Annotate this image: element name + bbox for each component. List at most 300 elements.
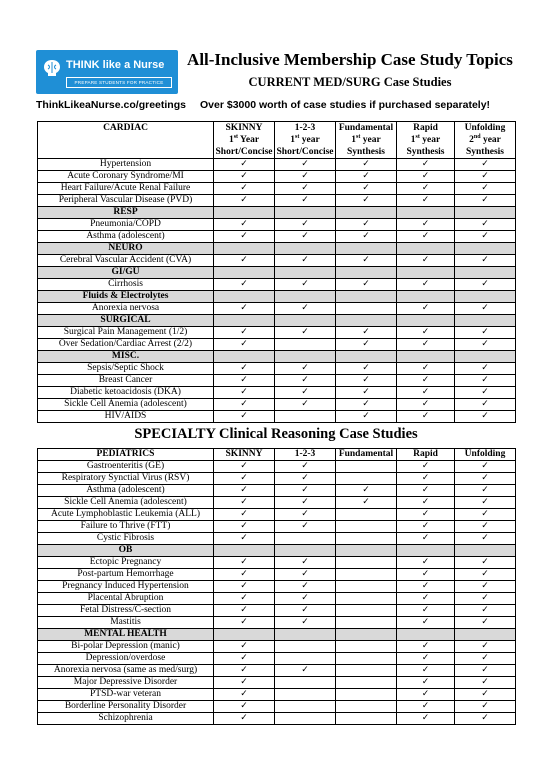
checkmark-icon: ✓ (240, 713, 248, 723)
column-header-line2 (275, 134, 335, 146)
checkmark-cell (455, 231, 516, 243)
checkmark-icon: ✓ (240, 497, 248, 507)
empty-cell (336, 509, 397, 521)
section-label: MISC. (38, 351, 214, 363)
checkmark-icon: ✓ (240, 533, 248, 543)
section-header-row (38, 267, 516, 279)
checkmark-cell (397, 533, 455, 545)
topic-cell: Schizophrenia (38, 713, 214, 725)
column-header: Fundamental (336, 449, 397, 461)
checkmark-cell (455, 485, 516, 497)
section-empty-cell (397, 629, 455, 641)
topic-cell: Diabetic ketoacidosis (DKA) (38, 387, 214, 399)
checkmark-cell (336, 195, 397, 207)
checkmark-cell (214, 339, 275, 351)
checkmark-cell (275, 557, 336, 569)
section-empty-cell (336, 629, 397, 641)
table-row (38, 231, 516, 243)
checkmark-icon: ✓ (240, 701, 248, 711)
section-empty-cell (397, 207, 455, 219)
topic-cell: Major Depressive Disorder (38, 677, 214, 689)
promo-text: Over $3000 worth of case studies if purchased separately! (200, 99, 491, 111)
section-empty-cell (275, 629, 336, 641)
checkmark-icon: ✓ (240, 509, 248, 519)
checkmark-icon: ✓ (240, 387, 248, 397)
checkmark-cell (455, 473, 516, 485)
section-empty-cell (275, 315, 336, 327)
empty-cell (336, 617, 397, 629)
checkmark-cell (214, 183, 275, 195)
table-row (38, 375, 516, 387)
checkmark-cell (455, 171, 516, 183)
logo-tagline: PREPARE STUDENTS FOR PRACTICE (66, 77, 172, 88)
checkmark-icon: ✓ (421, 605, 430, 615)
specialty-section-title: SPECIALTY Clinical Reasoning Case Studies (134, 426, 418, 442)
checkmark-cell (214, 255, 275, 267)
checkmark-cell (455, 581, 516, 593)
section-empty-cell (214, 207, 275, 219)
checkmark-icon: ✓ (481, 231, 489, 241)
checkmark-icon: ✓ (421, 521, 430, 531)
topic-cell: Sickle Cell Anemia (adolescent) (38, 497, 214, 509)
empty-cell (336, 557, 397, 569)
checkmark-cell (455, 255, 516, 267)
checkmark-icon: ✓ (301, 363, 309, 373)
section-empty-cell (336, 351, 397, 363)
column-header-line2 (397, 134, 454, 146)
checkmark-cell (214, 605, 275, 617)
checkmark-icon: ✓ (421, 569, 430, 579)
page-title: All-Inclusive Membership Case Study Topics (187, 50, 513, 69)
checkmark-icon: ✓ (301, 497, 309, 507)
checkmark-cell (275, 387, 336, 399)
column-header-line2 (455, 134, 515, 146)
checkmark-cell (397, 473, 455, 485)
checkmark-icon: ✓ (240, 617, 248, 627)
section-empty-cell (336, 545, 397, 557)
checkmark-icon: ✓ (481, 411, 489, 421)
checkmark-cell (275, 279, 336, 291)
checkmark-icon: ✓ (301, 399, 309, 409)
checkmark-icon: ✓ (481, 581, 489, 591)
checkmark-cell (397, 387, 455, 399)
section-empty-cell (397, 267, 455, 279)
checkmark-cell (397, 641, 455, 653)
empty-cell (336, 581, 397, 593)
checkmark-icon: ✓ (301, 171, 309, 181)
table-row (38, 509, 516, 521)
checkmark-cell (397, 581, 455, 593)
checkmark-cell (336, 255, 397, 267)
table-row (38, 363, 516, 375)
checkmark-cell (397, 485, 455, 497)
empty-cell (336, 533, 397, 545)
checkmark-cell (275, 473, 336, 485)
checkmark-icon: ✓ (421, 255, 430, 265)
checkmark-icon: ✓ (301, 231, 309, 241)
checkmark-icon: ✓ (301, 557, 309, 567)
empty-cell (336, 665, 397, 677)
topic-cell: Sepsis/Septic Shock (38, 363, 214, 375)
checkmark-cell (397, 497, 455, 509)
checkmark-icon: ✓ (240, 521, 248, 531)
checkmark-icon: ✓ (362, 171, 370, 181)
section-empty-cell (336, 243, 397, 255)
checkmark-cell (214, 327, 275, 339)
column-header (336, 122, 397, 159)
checkmark-cell (455, 279, 516, 291)
checkmark-icon: ✓ (421, 701, 430, 711)
checkmark-icon: ✓ (421, 713, 430, 723)
checkmark-cell (214, 533, 275, 545)
checkmark-cell (455, 159, 516, 171)
section-label: Fluids & Electrolytes (38, 291, 214, 303)
checkmark-cell (214, 461, 275, 473)
checkmark-cell (397, 617, 455, 629)
checkmark-cell (214, 497, 275, 509)
topic-cell: Breast Cancer (38, 375, 214, 387)
checkmark-cell (455, 219, 516, 231)
checkmark-icon: ✓ (362, 363, 370, 373)
checkmark-cell (336, 279, 397, 291)
topic-cell: Bi-polar Depression (manic) (38, 641, 214, 653)
checkmark-cell (397, 231, 455, 243)
section-empty-cell (214, 315, 275, 327)
checkmark-cell (275, 497, 336, 509)
section-empty-cell (336, 291, 397, 303)
medsurg-header-row (38, 122, 516, 159)
specialty-header-row (38, 449, 516, 461)
logo-brand-text: THINK like a Nurse (66, 59, 165, 71)
column-header-line3: Short/Concise (276, 147, 334, 157)
checkmark-cell (214, 569, 275, 581)
checkmark-icon: ✓ (301, 255, 309, 265)
section-empty-cell (397, 243, 455, 255)
checkmark-icon: ✓ (421, 557, 430, 567)
section-empty-cell (455, 545, 516, 557)
section-empty-cell (455, 315, 516, 327)
empty-cell (336, 641, 397, 653)
topic-cell: Sickle Cell Anemia (adolescent) (38, 399, 214, 411)
empty-cell (275, 533, 336, 545)
checkmark-icon: ✓ (481, 339, 489, 349)
checkmark-icon: ✓ (481, 375, 489, 385)
checkmark-icon: ✓ (301, 219, 309, 229)
checkmark-cell (275, 521, 336, 533)
checkmark-cell (455, 375, 516, 387)
checkmark-icon: ✓ (240, 339, 248, 349)
checkmark-icon: ✓ (421, 375, 430, 385)
checkmark-cell (397, 279, 455, 291)
section-empty-cell (275, 267, 336, 279)
checkmark-icon: ✓ (240, 411, 248, 421)
checkmark-cell (275, 461, 336, 473)
checkmark-cell (397, 653, 455, 665)
section-empty-cell (275, 545, 336, 557)
checkmark-icon: ✓ (301, 279, 309, 289)
section-empty-cell (275, 291, 336, 303)
checkmark-cell (455, 399, 516, 411)
section-empty-cell (214, 629, 275, 641)
empty-cell (336, 653, 397, 665)
year-number: 1 (290, 135, 296, 145)
column-header-line3: Synthesis (406, 147, 445, 157)
checkmark-cell (214, 303, 275, 315)
year-word: year (299, 135, 320, 145)
checkmark-icon: ✓ (481, 183, 489, 193)
checkmark-cell (397, 171, 455, 183)
table-row (38, 387, 516, 399)
checkmark-cell (275, 159, 336, 171)
checkmark-icon: ✓ (421, 411, 430, 421)
checkmark-icon: ✓ (301, 617, 309, 627)
checkmark-cell (214, 159, 275, 171)
column-header (455, 122, 516, 159)
table-row (38, 339, 516, 351)
section-label: MENTAL HEALTH (38, 629, 214, 641)
checkmark-icon: ✓ (481, 593, 489, 603)
checkmark-cell (397, 701, 455, 713)
checkmark-icon: ✓ (301, 195, 309, 205)
website-link[interactable]: ThinkLikeaNurse.co/greetings (36, 99, 186, 111)
checkmark-cell (214, 279, 275, 291)
checkmark-cell (455, 605, 516, 617)
section-label: GI/GU (38, 267, 214, 279)
checkmark-cell (214, 653, 275, 665)
topic-cell: PTSD-war veteran (38, 689, 214, 701)
checkmark-icon: ✓ (481, 533, 489, 543)
section-empty-cell (455, 351, 516, 363)
checkmark-icon: ✓ (421, 461, 430, 471)
checkmark-cell (455, 569, 516, 581)
table-row (38, 279, 516, 291)
checkmark-icon: ✓ (421, 665, 430, 675)
checkmark-cell (397, 399, 455, 411)
column-header-line1: CARDIAC (103, 123, 148, 133)
topic-cell: Hypertension (38, 159, 214, 171)
checkmark-cell (275, 485, 336, 497)
checkmark-cell (214, 521, 275, 533)
checkmark-cell (455, 653, 516, 665)
checkmark-icon: ✓ (481, 279, 489, 289)
table-row (38, 701, 516, 713)
section-label: RESP (38, 207, 214, 219)
empty-cell (336, 303, 397, 315)
checkmark-icon: ✓ (481, 701, 489, 711)
checkmark-icon: ✓ (362, 195, 370, 205)
checkmark-cell (397, 195, 455, 207)
checkmark-icon: ✓ (362, 375, 370, 385)
checkmark-icon: ✓ (301, 387, 309, 397)
checkmark-cell (397, 183, 455, 195)
checkmark-icon: ✓ (421, 387, 430, 397)
checkmark-icon: ✓ (240, 399, 248, 409)
checkmark-cell (214, 641, 275, 653)
checkmark-cell (336, 375, 397, 387)
checkmark-cell (275, 231, 336, 243)
checkmark-icon: ✓ (240, 303, 248, 313)
checkmark-cell (275, 183, 336, 195)
topic-cell: HIV/AIDS (38, 411, 214, 423)
table-row (38, 485, 516, 497)
checkmark-cell (455, 387, 516, 399)
checkmark-icon: ✓ (362, 255, 370, 265)
topic-cell: Pneumonia/COPD (38, 219, 214, 231)
table-row (38, 665, 516, 677)
checkmark-icon: ✓ (240, 653, 248, 663)
checkmark-icon: ✓ (301, 593, 309, 603)
topic-cell: Fetal Distress/C-section (38, 605, 214, 617)
checkmark-cell (214, 689, 275, 701)
checkmark-cell (397, 339, 455, 351)
checkmark-icon: ✓ (481, 665, 489, 675)
section-empty-cell (275, 243, 336, 255)
checkmark-cell (275, 219, 336, 231)
topic-cell: Failure to Thrive (FTT) (38, 521, 214, 533)
checkmark-cell (214, 219, 275, 231)
checkmark-cell (397, 303, 455, 315)
checkmark-cell (336, 387, 397, 399)
section-header-row (38, 545, 516, 557)
checkmark-icon: ✓ (301, 327, 309, 337)
think-like-a-nurse-logo (36, 50, 178, 94)
checkmark-cell (397, 159, 455, 171)
checkmark-cell (275, 303, 336, 315)
checkmark-cell (397, 327, 455, 339)
checkmark-cell (275, 171, 336, 183)
topic-cell: Asthma (adolescent) (38, 231, 214, 243)
topic-cell: Asthma (adolescent) (38, 485, 214, 497)
checkmark-icon: ✓ (240, 195, 248, 205)
checkmark-cell (275, 255, 336, 267)
checkmark-cell (455, 339, 516, 351)
section-empty-cell (336, 267, 397, 279)
checkmark-icon: ✓ (421, 485, 430, 495)
table-row (38, 255, 516, 267)
specialty-table (37, 448, 516, 725)
checkmark-icon: ✓ (421, 533, 430, 543)
checkmark-cell (397, 677, 455, 689)
section-label: OB (38, 545, 214, 557)
column-header-line2 (214, 134, 274, 146)
checkmark-icon: ✓ (301, 473, 309, 483)
year-word: year (360, 135, 381, 145)
checkmark-icon: ✓ (481, 387, 489, 397)
table-row (38, 557, 516, 569)
column-header-line1: Unfolding (464, 123, 506, 133)
column-header-line1: Fundamental (338, 123, 394, 133)
checkmark-icon: ✓ (362, 231, 370, 241)
checkmark-icon: ✓ (301, 569, 309, 579)
section-empty-cell (336, 207, 397, 219)
table-row (38, 581, 516, 593)
checkmark-cell (455, 689, 516, 701)
checkmark-icon: ✓ (240, 183, 248, 193)
checkmark-cell (455, 363, 516, 375)
section-header-row (38, 207, 516, 219)
checkmark-icon: ✓ (362, 327, 370, 337)
checkmark-cell (397, 509, 455, 521)
topic-cell: Heart Failure/Acute Renal Failure (38, 183, 214, 195)
checkmark-icon: ✓ (240, 363, 248, 373)
year-number: 1 (228, 135, 234, 145)
checkmark-icon: ✓ (301, 375, 309, 385)
checkmark-icon: ✓ (301, 665, 309, 675)
checkmark-icon: ✓ (362, 399, 370, 409)
section-empty-cell (455, 267, 516, 279)
checkmark-cell (397, 255, 455, 267)
checkmark-cell (455, 557, 516, 569)
checkmark-cell (275, 363, 336, 375)
table-row (38, 569, 516, 581)
empty-cell (275, 713, 336, 725)
checkmark-cell (275, 327, 336, 339)
section-empty-cell (397, 315, 455, 327)
year-ordinal: st (295, 133, 300, 140)
medsurg-table (37, 121, 516, 423)
checkmark-icon: ✓ (362, 279, 370, 289)
checkmark-cell (455, 411, 516, 423)
checkmark-icon: ✓ (481, 327, 489, 337)
table-row (38, 461, 516, 473)
table-row (38, 219, 516, 231)
checkmark-icon: ✓ (421, 677, 430, 687)
checkmark-icon: ✓ (421, 473, 430, 483)
checkmark-icon: ✓ (301, 461, 309, 471)
section-empty-cell (397, 545, 455, 557)
topic-cell: Borderline Personality Disorder (38, 701, 214, 713)
column-header-line1: Rapid (413, 123, 438, 133)
empty-cell (275, 677, 336, 689)
checkmark-cell (214, 713, 275, 725)
checkmark-cell (275, 605, 336, 617)
checkmark-icon: ✓ (481, 677, 489, 687)
checkmark-cell (214, 665, 275, 677)
checkmark-icon: ✓ (421, 339, 430, 349)
checkmark-cell (336, 411, 397, 423)
checkmark-cell (214, 701, 275, 713)
checkmark-cell (275, 375, 336, 387)
checkmark-icon: ✓ (362, 497, 370, 507)
empty-cell (275, 641, 336, 653)
checkmark-icon: ✓ (481, 303, 489, 313)
topic-cell: Pregnancy Induced Hypertension (38, 581, 214, 593)
checkmark-icon: ✓ (301, 159, 309, 169)
checkmark-cell (455, 665, 516, 677)
checkmark-icon: ✓ (240, 473, 248, 483)
checkmark-cell (455, 461, 516, 473)
checkmark-icon: ✓ (481, 713, 489, 723)
section-empty-cell (214, 545, 275, 557)
checkmark-icon: ✓ (481, 473, 489, 483)
checkmark-icon: ✓ (421, 497, 430, 507)
checkmark-icon: ✓ (421, 195, 430, 205)
checkmark-icon: ✓ (421, 581, 430, 591)
checkmark-icon: ✓ (481, 557, 489, 567)
year-ordinal: st (356, 133, 361, 140)
checkmark-cell (275, 617, 336, 629)
topic-cell: Ectopic Pregnancy (38, 557, 214, 569)
table-row (38, 159, 516, 171)
empty-cell (336, 677, 397, 689)
checkmark-cell (397, 219, 455, 231)
empty-cell (336, 461, 397, 473)
topic-cell: Mastitis (38, 617, 214, 629)
table-row (38, 713, 516, 725)
checkmark-icon: ✓ (362, 411, 370, 421)
checkmark-cell (455, 303, 516, 315)
checkmark-icon: ✓ (421, 363, 430, 373)
